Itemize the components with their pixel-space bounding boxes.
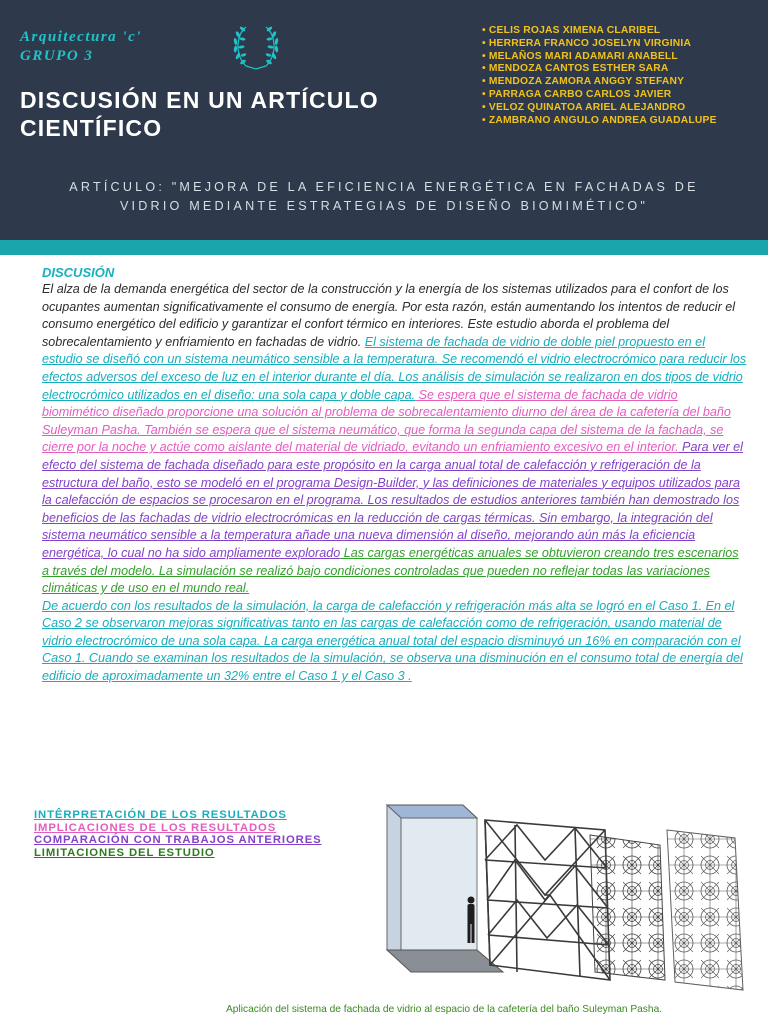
floor-slab <box>387 950 503 972</box>
legend-limitations: LIMITACIONES DEL ESTUDIO <box>34 846 215 859</box>
limitations-text: Las cargas energéticas anuales se obtuvieron creando tres escenarios a través del modelo. La simulación se realizó bajo condiciones controladas que pueden no reflejar todas las variaciones climáticas y de uso en el mundo real. <box>42 545 739 596</box>
page-title <box>20 86 379 142</box>
article-title <box>20 178 748 216</box>
discussion-heading: DISCUSIÓN <box>42 265 115 280</box>
web-panel-front <box>590 835 665 980</box>
legend-interpretation: INTÊRPRETACIÓN DE LOS RESULTADOS <box>34 809 287 821</box>
member-name: • MELAÑOS MARI ADAMARI ANABELL <box>482 51 717 64</box>
member-name: • MENDOZA ZAMORA ANGGY STEFANY <box>482 76 717 89</box>
roof-slab <box>387 805 477 818</box>
discussion-body <box>42 281 748 686</box>
article-line-1: ARTÍCULO: "MEJORA DE LA EFICIENCIA ENERGÉTICA EN FACHADAS DE <box>69 180 699 194</box>
member-name: • CELIS ROJAS XIMENA CLARIBEL <box>482 25 717 38</box>
implications-text: Se espera que el sistema de fachada de vidrio biomimético diseñado proporcione una solución al problema de sobrecalentamiento diurno del área de la cafetería del baño Suleyman Pasha. También se espera que el sistema neumático, que forma la segunda capa del sistema de la fachada, se cierre por la noche y actúe como aislante del material de vidriado, evitando un enfriamiento excesivo en el interior. <box>42 387 731 455</box>
member-name: • ZAMBRANO ANGULO ANDREA GUADALUPE <box>482 115 717 128</box>
context-text: El alza de la demanda energética del sector de la construcción y la energía de los sistemas utilizados para el confort de los ocupantes aumentan significativamente el consumo de energía. Por esta razón, están aumentando los intentos de reducir el consumo energético del edificio y garantizar el confort térmico en interiores. Este estudio aborda el problema del sobrecalentamiento y enfriamiento en fachadas de vidrio. <box>42 282 736 349</box>
legend-implications: IMPLICACIONES DE LOS RESULTADOS <box>34 821 277 834</box>
course-name: Arquitectura 'c' <box>20 29 142 45</box>
course-label <box>20 28 142 66</box>
web-panel-back <box>667 830 743 990</box>
title-line-2: CIENTÍFICO <box>20 115 163 141</box>
member-name: • VELOZ QUINATOA ARIEL ALEJANDRO <box>482 102 717 115</box>
color-legend <box>34 809 322 859</box>
results-text: De acuerdo con los resultados de la simulación, la carga de calefacción y refrigeración más alta se logró en el Caso 1. En el Caso 2 se observaron mejoras significativas tanto en las cargas de calefacción como de refrigeración, usando material de vidrio electrocrómico de una sola capa. La carga energética anual total del espacio disminuyó un 16% en comparación con el Caso 1. Cuando se examinan los resultados de la simulación, se observa una disminución en el consumo total de energía del edificio de aproximadamente un 32% entre el Caso 1 y el Caso 3 . <box>42 598 743 684</box>
figure-caption: Aplicación del sistema de fachada de vidrio al espacio de la cafetería del baño Suleyman Pasha. <box>226 1004 663 1015</box>
discussion-paragraph-2 <box>42 598 748 686</box>
facade-illustration <box>385 800 755 995</box>
article-line-2: VIDRIO MEDIANTE ESTRATEGIAS DE DISEÑO BIOMIMÉTICO" <box>119 199 649 213</box>
discussion-paragraph-1 <box>42 281 748 598</box>
accent-band <box>0 240 768 255</box>
member-name: • HERRERA FRANCO JOSELYN VIRGINIA <box>482 38 717 51</box>
legend-comparison: COMPARACIÓN CON TRABAJOS ANTERIORES <box>34 834 322 847</box>
interpretation-text: El sistema de fachada de vidrio de doble piel propuesto en el estudio se diseñó con un sistema neumático sensible a la temperatura. Se recomendó el vidrio electrocrómico para reducir los efectos adversos del exceso de luz en el interior durante el día. Los análisis de simulación se realizaron en dos tipos de vidrio electrocrómico utilizados en el diseño: una sola capa y doble capa. <box>42 334 747 402</box>
members-list <box>482 25 717 127</box>
member-name: • MENDOZA CANTOS ESTHER SARA <box>482 63 717 76</box>
laurel-wreath-icon <box>230 24 282 70</box>
group-name: GRUPO 3 <box>20 48 94 64</box>
member-name: • PARRAGA CARBO CARLOS JAVIER <box>482 89 717 102</box>
title-line-1: DISCUSIÓN EN UN ARTÍCULO <box>20 87 379 113</box>
glass-wall <box>401 818 477 960</box>
comparison-text: Para ver el efecto del sistema de fachada diseñado para este propósito en la carga anual total de calefacción y refrigeración de la estructura del baño, esto se modeló en el programa Design-Builder, y las definiciones de materiales y equipos utilizados para la calefacción de espacios se procesaron en el programa. Los resultados de estudios anteriores también han demostrado los beneficios de las fachadas de vidrio electrocrómicas en la reducción de cargas térmicas. Sin embargo, la integración del sistema neumático sensible a la temperatura añade una nueva dimensión al diseño, mejorando aún más la eficiencia energética, lo cual no ha sido ampliamente explorado <box>42 440 743 560</box>
side-wall <box>387 805 401 960</box>
